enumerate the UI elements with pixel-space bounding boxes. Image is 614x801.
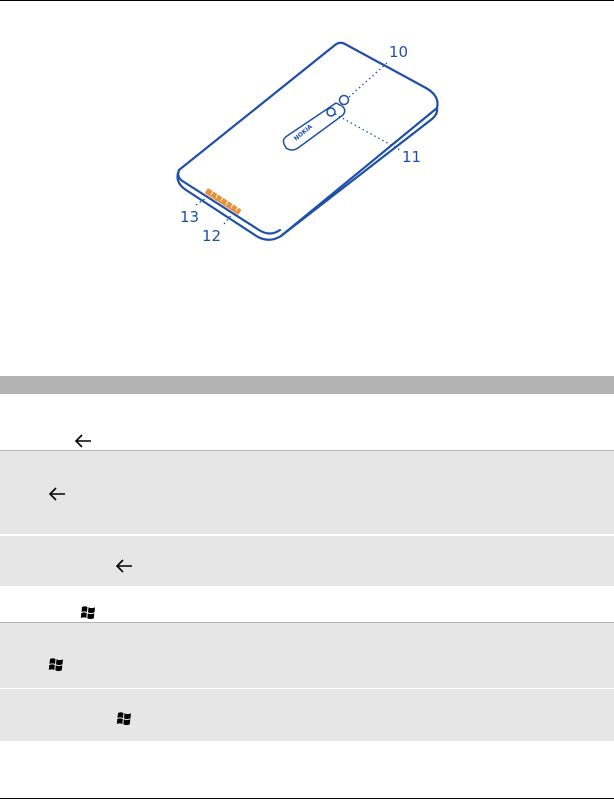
- back-arrow-icon: [74, 434, 92, 448]
- callout-12: 12: [202, 227, 222, 245]
- table-row: [0, 394, 614, 450]
- table-row: [0, 689, 614, 741]
- table-row: [0, 536, 614, 586]
- windows-logo-icon: [80, 605, 96, 621]
- table-row: [0, 450, 614, 534]
- top-rule: [0, 0, 614, 1]
- phone-back-illustration: [150, 30, 470, 260]
- table-row: [0, 622, 614, 688]
- windows-logo-icon: [48, 657, 64, 673]
- callout-13: 13: [180, 208, 200, 226]
- back-arrow-icon: [115, 559, 133, 573]
- callout-11: 11: [402, 148, 422, 166]
- table-row: [0, 586, 614, 622]
- table-header: [0, 376, 614, 394]
- nokia-wordmark: NOKIA: [292, 123, 314, 143]
- callout-10: 10: [389, 43, 409, 61]
- bottom-rule: [0, 798, 614, 799]
- back-arrow-icon: [48, 487, 66, 501]
- windows-logo-icon: [116, 711, 132, 727]
